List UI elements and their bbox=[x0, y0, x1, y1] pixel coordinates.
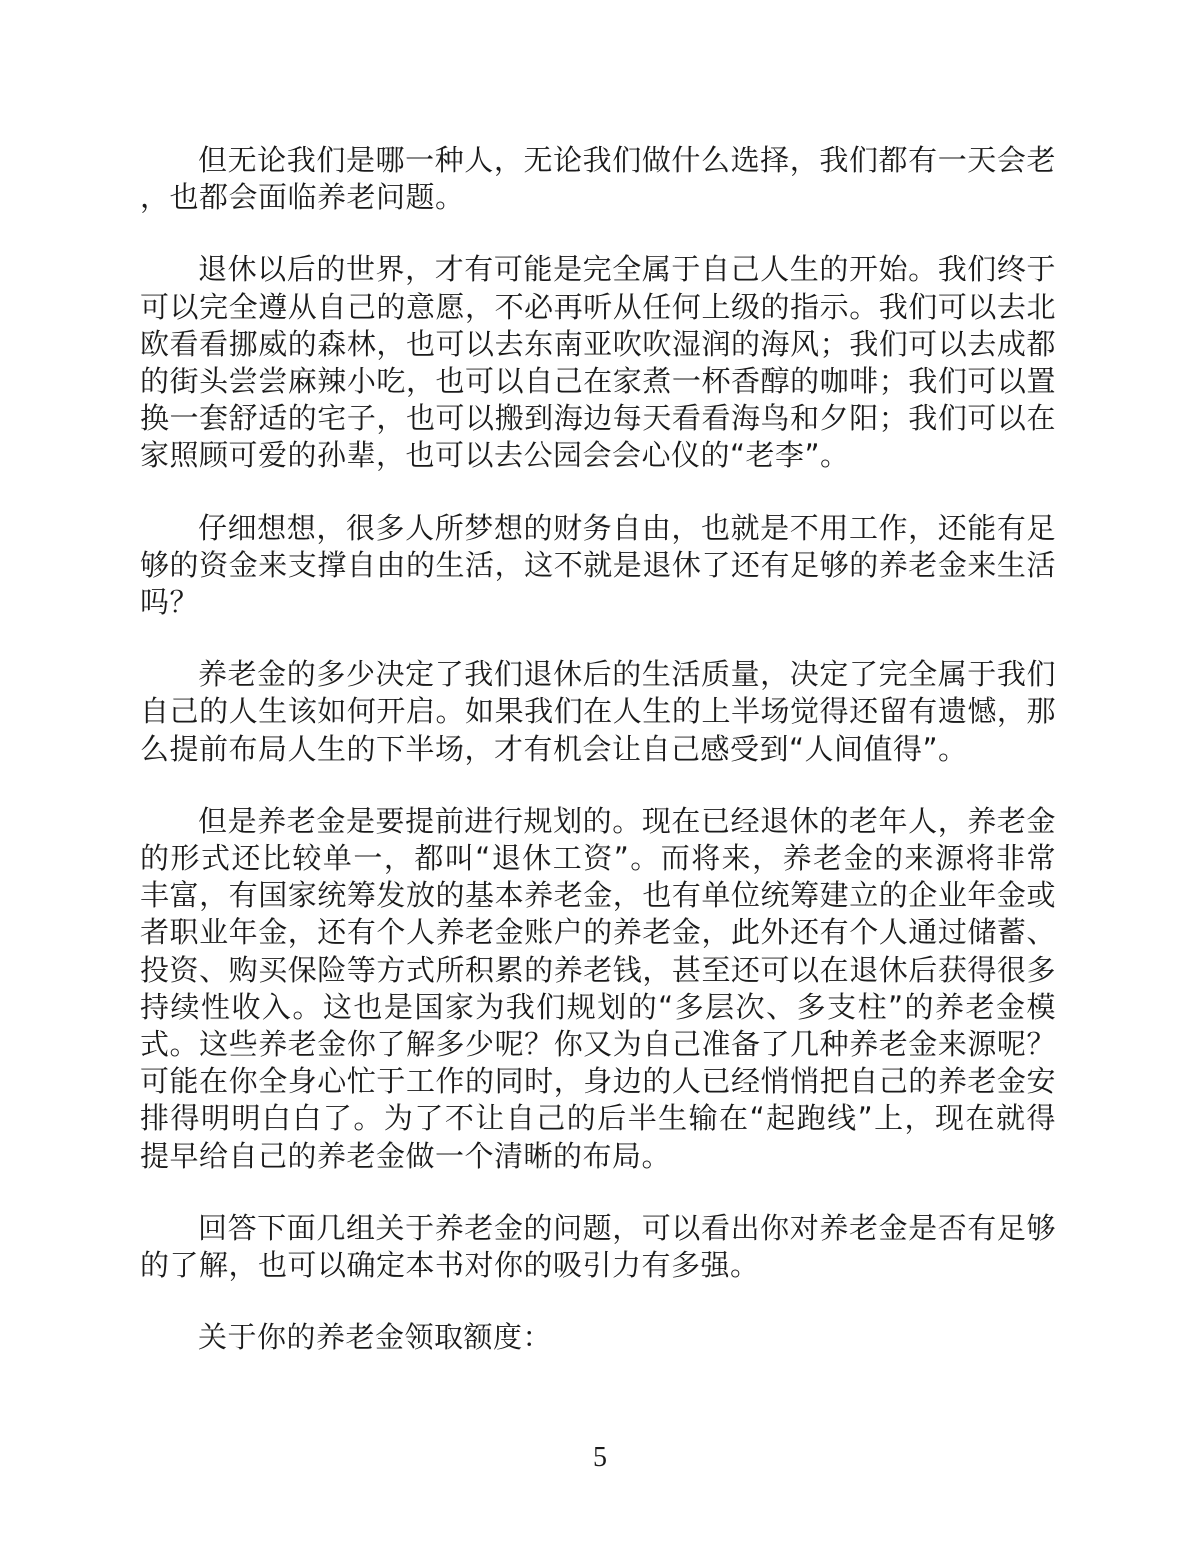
paragraph-6: 回答下面几组关于养老金的问题，可以看出你对养老金是否有足够的了解，也可以确定本书对你的吸引力有多强。 bbox=[140, 1210, 1056, 1283]
paragraph-1: 但无论我们是哪一种人，无论我们做什么选择，我们都有一天会老，也都会面临养老问题。 bbox=[140, 143, 1056, 215]
paragraph-7: 关于你的养老金领取额度： bbox=[198, 1320, 553, 1355]
paragraph-5: 但是养老金是要提前进行规划的。现在已经退休的老年人，养老金的形式还比较单一，都叫“退休工资”。而将来，养老金的来源将非常丰富，有国家统筹发放的基本养老金，也有单位统筹建立的企业年金或者职业年金，还有个人养老金账户的养老金，此外还有个人通过储蓄、投资、购买保险等方式所积累的养老钱，甚至还可以在退休后获得很多持续性收入。这也是国家为我们规划的“多层次、多支柱”的养老金模式。这些养老金你了解多少呢？你又为自己准备了几种养老金来源呢？可能在你全身心忙于工作的同时，身边的人已经悄悄把自己的养老金安排得明明白白了。为了不让自己的后半生输在“起跑线”上，现在就得提早给自己的养老金做一个清晰的布局。 bbox=[140, 803, 1056, 1173]
paragraph-4: 养老金的多少决定了我们退休后的生活质量，决定了完全属于我们自己的人生该如何开启。如果我们在人生的上半场觉得还留有遗憾，那么提前布局人生的下半场，才有机会让自己感受到“人间值得”。 bbox=[140, 657, 1056, 766]
paragraph-2: 退休以后的世界，才有可能是完全属于自己人生的开始。我们终于可以完全遵从自己的意愿，不必再听从任何上级的指示。我们可以去北欧看看挪威的森林，也可以去东南亚吹吹湿润的海风；我们可以去成都的街头尝尝麻辣小吃，也可以自己在家煮一杯香醇的咖啡；我们可以置换一套舒适的宅子，也可以搬到海边每天看看海鸟和夕阳；我们可以在家照顾可爱的孙辈，也可以去公园会会心仪的“老李”。 bbox=[140, 252, 1056, 473]
document-body bbox=[140, 142, 1056, 1391]
paragraph-3: 仔细想想，很多人所梦想的财务自由，也就是不用工作，还能有足够的资金来支撑自由的生活，这不就是退休了还有足够的养老金来生活吗？ bbox=[140, 510, 1056, 620]
page-number: 5 bbox=[593, 1442, 607, 1473]
